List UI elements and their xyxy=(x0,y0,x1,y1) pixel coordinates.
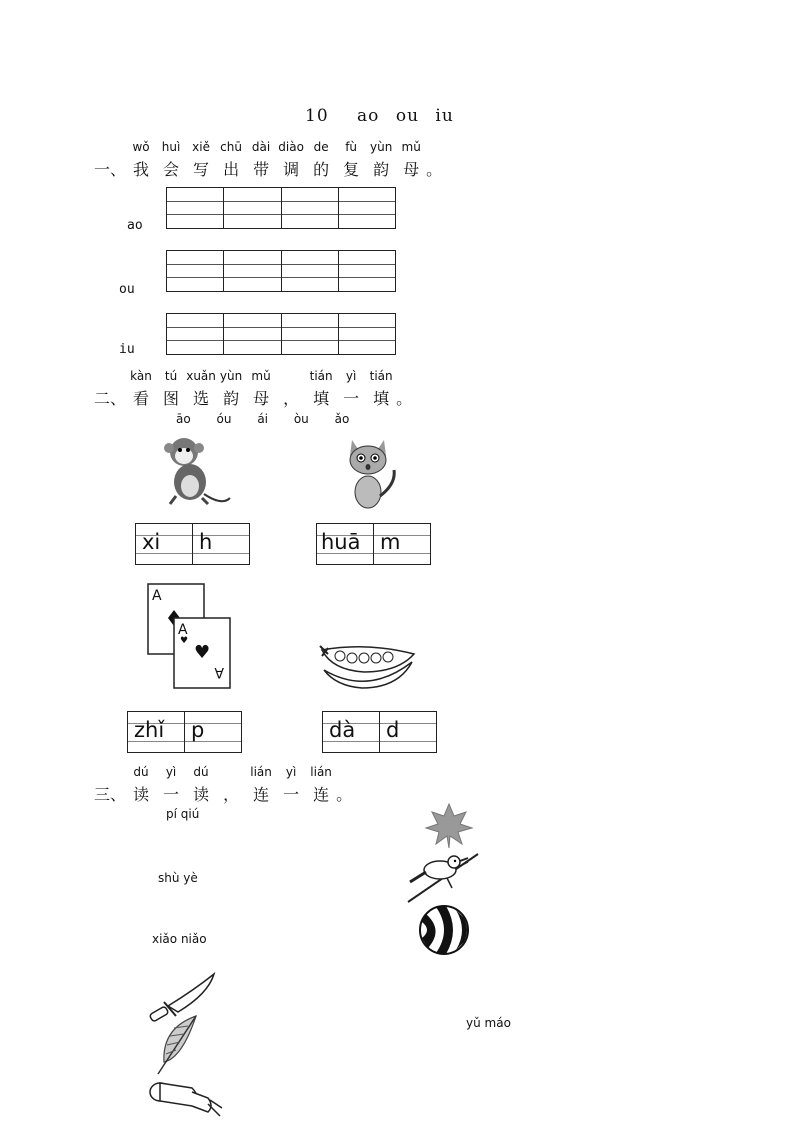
svg-text:♥: ♥ xyxy=(194,642,211,663)
section3-word-pinyin: lián xyxy=(250,765,272,779)
section3-word-hanzi: 一 xyxy=(163,785,180,804)
section1-word-pinyin: yùn xyxy=(369,140,393,154)
section2-word-hanzi: 看 xyxy=(133,389,150,408)
section1-word-pinyin: dài xyxy=(251,140,271,154)
section2-word-pinyin: yì xyxy=(345,369,357,383)
section2-word-pinyin: yùn xyxy=(219,369,243,383)
final-options xyxy=(176,412,371,426)
section1-word-9 xyxy=(369,140,393,180)
svg-text:A: A xyxy=(178,622,188,638)
section1-word-10 xyxy=(401,140,421,180)
section3-word-5 xyxy=(250,765,272,805)
section1-word-hanzi: 韵 xyxy=(373,160,390,179)
title-final-1: ao xyxy=(357,106,380,126)
section3-word-pinyin: dú xyxy=(133,765,149,779)
section2-word-4 xyxy=(219,369,243,409)
section2-heading xyxy=(94,369,413,409)
section2-word-5 xyxy=(251,369,271,409)
section2-word-hanzi: 一 xyxy=(343,389,360,408)
svg-text:A: A xyxy=(214,664,224,680)
row-label-iu: iu xyxy=(119,342,135,357)
leaf-icon[interactable] xyxy=(424,802,474,850)
section2-word-9 xyxy=(369,369,393,409)
section1-word-5 xyxy=(251,140,271,180)
feather-icon[interactable] xyxy=(152,1012,206,1076)
fill-box-cat[interactable] xyxy=(316,523,431,565)
fill-box-cards-part1: zhǐ xyxy=(134,718,165,742)
section3-word-hanzi: 读 xyxy=(193,785,210,804)
section2-word-pinyin: tián xyxy=(309,369,333,383)
term-pi-qiu[interactable]: pí qiú xyxy=(166,807,200,821)
section2-word-pinyin: tián xyxy=(369,369,393,383)
section1-word-hanzi: 我 xyxy=(133,160,150,179)
section1-word-pinyin: xiě xyxy=(192,140,210,154)
section2-prefix: 二、 xyxy=(94,389,127,408)
section2-word-hanzi: 图 xyxy=(163,389,180,408)
fill-box-monkey-part1: xi xyxy=(142,530,161,554)
option-2: óu xyxy=(216,412,232,426)
ball-icon[interactable] xyxy=(418,904,472,956)
fill-box-cat-part1: huā xyxy=(321,530,361,554)
section1-word-hanzi: 调 xyxy=(283,160,300,179)
section1-word-hanzi: 的 xyxy=(313,160,330,179)
section2-word-hanzi: 母 xyxy=(253,389,270,408)
cat-picture xyxy=(344,434,406,510)
writing-grid-iu[interactable] xyxy=(166,313,396,355)
fill-box-peapod-part2: d xyxy=(386,718,400,742)
writing-grid-ao[interactable] xyxy=(166,187,396,229)
writing-grid-ou[interactable] xyxy=(166,250,396,292)
section3-word-pinyin: lián xyxy=(310,765,332,779)
section2-word-1 xyxy=(130,369,152,409)
title-final-3: iu xyxy=(435,106,454,126)
svg-text:A: A xyxy=(152,588,162,604)
section1-word-8 xyxy=(343,140,360,180)
section2-word-3 xyxy=(186,369,216,409)
section3-end: 。 xyxy=(336,785,353,804)
section3-word-6 xyxy=(283,765,300,805)
section2-word-hanzi: 选 xyxy=(193,389,210,408)
section1-prefix: 一、 xyxy=(94,160,127,179)
section1-word-hanzi: 复 xyxy=(343,160,360,179)
section3-word-3 xyxy=(193,765,210,805)
section3-word-hanzi: 一 xyxy=(283,785,300,804)
fill-box-cat-part2: m xyxy=(380,530,401,554)
section1-word-pinyin: wǒ xyxy=(132,140,150,154)
row-label-ao: ao xyxy=(127,218,143,233)
fill-box-peapod[interactable] xyxy=(322,711,437,753)
section1-word-2 xyxy=(161,140,181,180)
section3-word-pinyin: yì xyxy=(165,765,177,779)
section1-word-pinyin: mǔ xyxy=(401,140,421,154)
section1-end: 。 xyxy=(426,160,443,179)
section3-word-7 xyxy=(310,765,332,805)
title-final-2: ou xyxy=(395,106,420,126)
monkey-picture xyxy=(160,432,232,508)
playing-cards-picture xyxy=(146,582,238,690)
section1-word-1 xyxy=(132,140,150,180)
section2-word-pinyin: xuǎn xyxy=(186,369,216,383)
section1-heading xyxy=(94,140,443,180)
option-1: āo xyxy=(176,412,191,426)
section2-word-pinyin: tú xyxy=(164,369,178,383)
section2-word-8 xyxy=(343,369,360,409)
section1-word-6 xyxy=(278,140,304,180)
section3-word-2 xyxy=(163,765,180,805)
section1-word-7 xyxy=(313,140,330,180)
svg-text:♥: ♥ xyxy=(180,636,189,646)
section1-word-3 xyxy=(192,140,210,180)
row-label-ou: ou xyxy=(119,282,135,297)
section3-word-hanzi: ， xyxy=(223,785,240,804)
section3-word-1 xyxy=(133,765,150,805)
section1-word-hanzi: 会 xyxy=(163,160,180,179)
section2-word-hanzi: 填 xyxy=(373,389,390,408)
section3-word-hanzi: 连 xyxy=(313,785,330,804)
section1-word-4 xyxy=(220,140,242,180)
fill-box-cards[interactable] xyxy=(127,711,242,753)
section3-word-4 xyxy=(223,782,239,805)
section1-word-pinyin: chū xyxy=(220,140,242,154)
section1-word-hanzi: 写 xyxy=(193,160,210,179)
section2-word-hanzi: ， xyxy=(283,389,300,408)
page-title xyxy=(305,106,454,126)
option-4: òu xyxy=(293,412,309,426)
section2-end: 。 xyxy=(396,389,413,408)
section1-word-hanzi: 母 xyxy=(403,160,420,179)
section2-word-hanzi: 韵 xyxy=(223,389,240,408)
term-yu-mao[interactable]: yǔ máo xyxy=(466,1016,511,1030)
term-xiao-niao[interactable]: xiǎo niǎo xyxy=(152,932,207,946)
section2-word-6 xyxy=(283,386,299,409)
section3-heading xyxy=(94,765,353,805)
section1-word-pinyin: fù xyxy=(345,140,358,154)
section3-word-hanzi: 连 xyxy=(253,785,270,804)
section2-word-pinyin: mǔ xyxy=(251,369,271,383)
section1-word-hanzi: 出 xyxy=(223,160,240,179)
section3-word-pinyin: yì xyxy=(285,765,297,779)
section2-word-pinyin: kàn xyxy=(130,369,152,383)
fill-box-peapod-part1: dà xyxy=(329,718,356,742)
term-shu-ye[interactable]: shù yè xyxy=(158,871,198,885)
fill-box-cards-part2: p xyxy=(191,718,205,742)
section3-prefix: 三、 xyxy=(94,785,127,804)
section2-word-2 xyxy=(163,369,180,409)
section3-word-hanzi: 读 xyxy=(133,785,150,804)
fill-box-monkey[interactable] xyxy=(135,523,250,565)
section2-word-hanzi: 填 xyxy=(313,389,330,408)
section3-word-pinyin: dú xyxy=(193,765,209,779)
section1-word-hanzi: 带 xyxy=(253,160,270,179)
section2-word-7 xyxy=(309,369,333,409)
option-3: ái xyxy=(257,412,268,426)
section1-word-pinyin: huì xyxy=(161,140,181,154)
fill-box-monkey-part2: h xyxy=(199,530,213,554)
option-5: ǎo xyxy=(334,412,350,426)
section1-word-pinyin: de xyxy=(313,140,329,154)
rope-icon[interactable] xyxy=(148,1080,224,1120)
pea-pod-picture xyxy=(318,640,418,696)
lesson-number: 10 xyxy=(305,106,329,126)
bird-icon[interactable] xyxy=(406,848,482,904)
section1-word-pinyin: diào xyxy=(278,140,304,154)
